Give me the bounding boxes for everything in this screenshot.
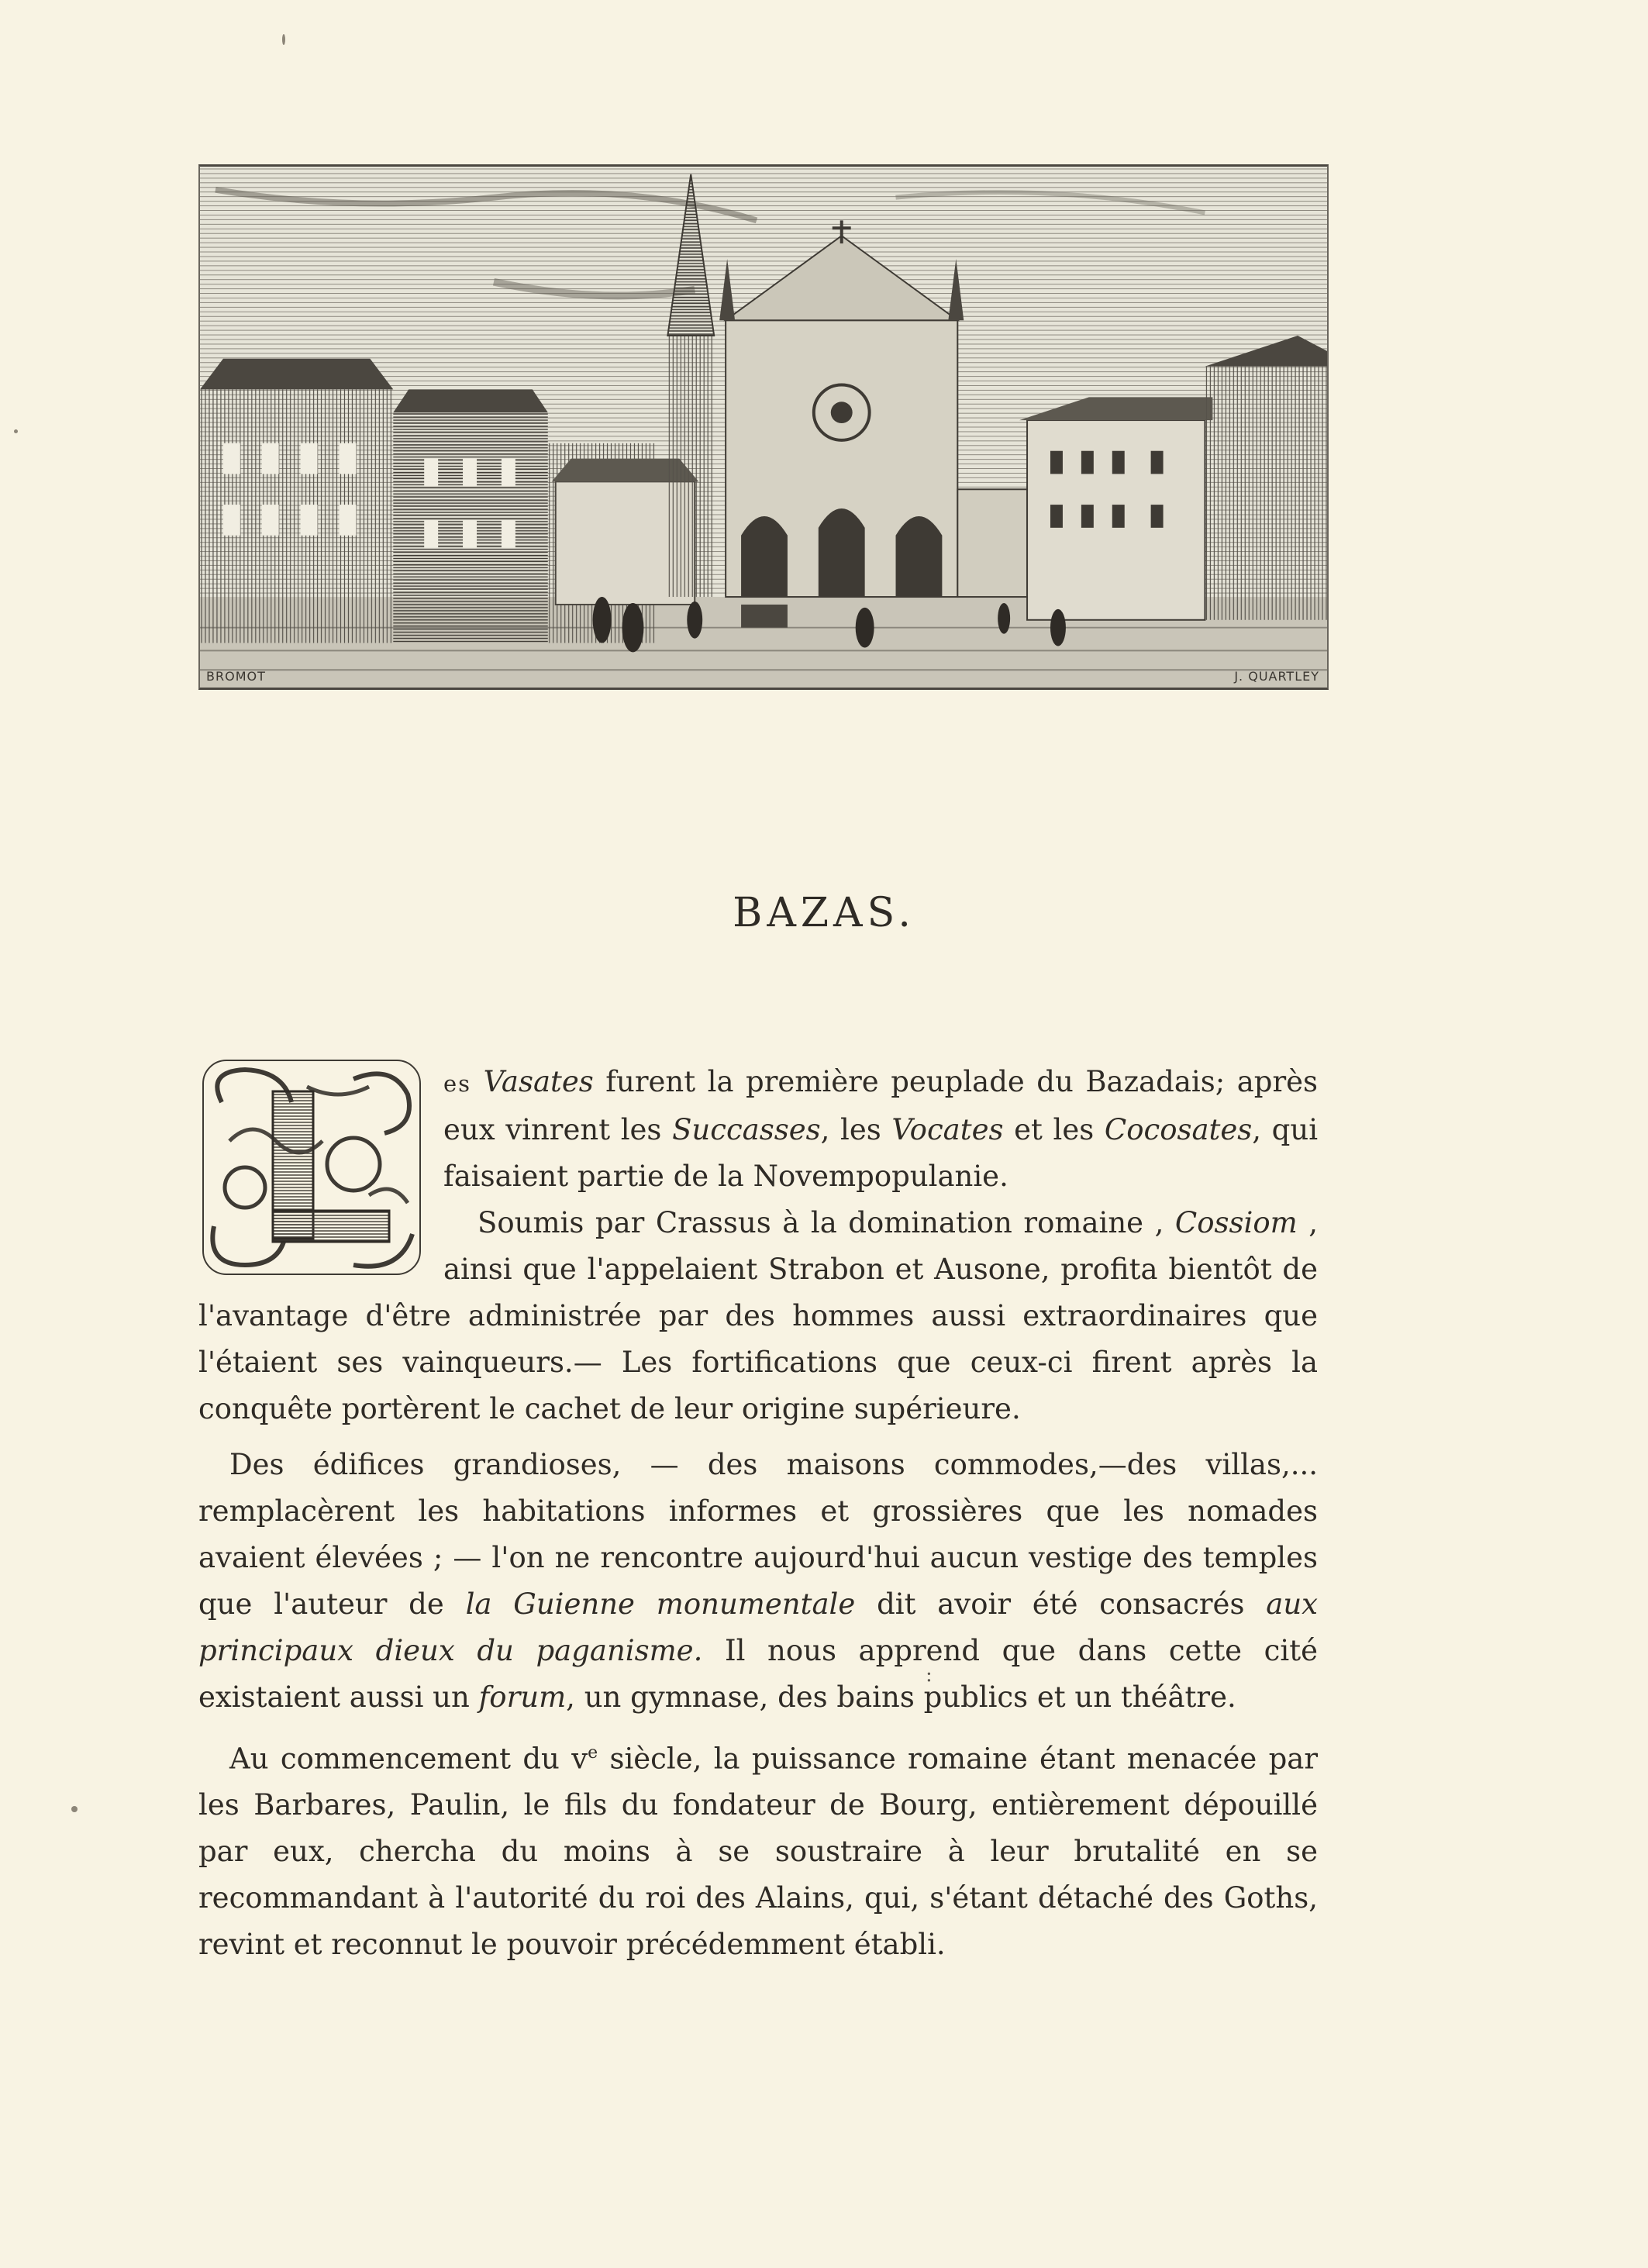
body-text (198, 1059, 1318, 1968)
p1-text-2: , les (820, 1113, 881, 1146)
p1-succasses: Succasses (672, 1113, 821, 1146)
p3-text-4: , un gymnase, des bains publics et un théâtre. (566, 1680, 1236, 1714)
cathedral-engraving (198, 164, 1329, 690)
p1-lead: es (443, 1070, 472, 1097)
engraving-illustration (200, 167, 1327, 688)
p3-guienne: la Guienne monumentale (465, 1587, 856, 1621)
p3-text-3: Il nous apprend que dans cette cité existaient aussi un (198, 1634, 1319, 1714)
p1-text-3: et les (1014, 1113, 1095, 1146)
paper-speck (282, 34, 285, 45)
p1-cocosates: Cocosates (1104, 1113, 1253, 1146)
p1-text-4: , qui faisaient partie de la Novempopulanie. (443, 1113, 1319, 1193)
paper-speck (14, 429, 18, 433)
p2-text-1: Soumis par Crassus à la domination romaine , (478, 1206, 1164, 1239)
p2-cossiom: Cossiom (1174, 1206, 1298, 1239)
p1-text-1: furent la première peuplade du Bazadais; après eux vinrent les (443, 1065, 1319, 1146)
paper-speck (71, 1806, 78, 1812)
p4-superscript: e (588, 1743, 598, 1763)
artist-credit: J. QUARTLEY (1234, 669, 1319, 684)
p2-text-2: , ainsi que l'appelaient Strabon et Ausone, profita bientôt de l'avantage d'être administrée par des hommes aussi extraordinaires que l'étaient ses vainqueurs.— Les fortifications que ceux-ci firent après la conquête portèrent le cachet de leur origine supérieure. (198, 1206, 1318, 1425)
p3-dieux: aux principaux dieux du paganisme. (198, 1587, 1319, 1667)
ornamental-initial (198, 1056, 425, 1279)
p4-text-1: Au commencement du v (229, 1742, 588, 1776)
engraver-credit: BROMOT (206, 669, 266, 684)
p3-forum: forum (478, 1680, 567, 1714)
p1-vasates: Vasates (483, 1065, 594, 1098)
p1-vocates: Vocates (891, 1113, 1004, 1146)
p3-text-2: dit avoir été consacrés (877, 1587, 1245, 1621)
p4-text-2: siècle, la puissance romaine étant menacée par les Barbares, Paulin, le fils du fondateur de Bourg, entièrement dépouillé par eux, chercha du moins à se soustraire à leur brutalité en se recommandant à l'autorité du roi des Alains, qui, s'étant détaché des Goths, revint et reconnut le pouvoir précédemment établi. (198, 1742, 1319, 1962)
page-title: BAZAS. (733, 890, 915, 936)
p3-text-1: Des édifices grandioses, — des maisons commodes,—des villas,... remplacèrent les habitations informes et grossières que les nomades avaient élevées ; — l'on ne rencontre aujourd'hui aucun vestige des temples que l'auteur de (198, 1448, 1318, 1621)
stray-mark: : (926, 1663, 933, 1687)
ornamental-initial-icon (198, 1056, 425, 1279)
